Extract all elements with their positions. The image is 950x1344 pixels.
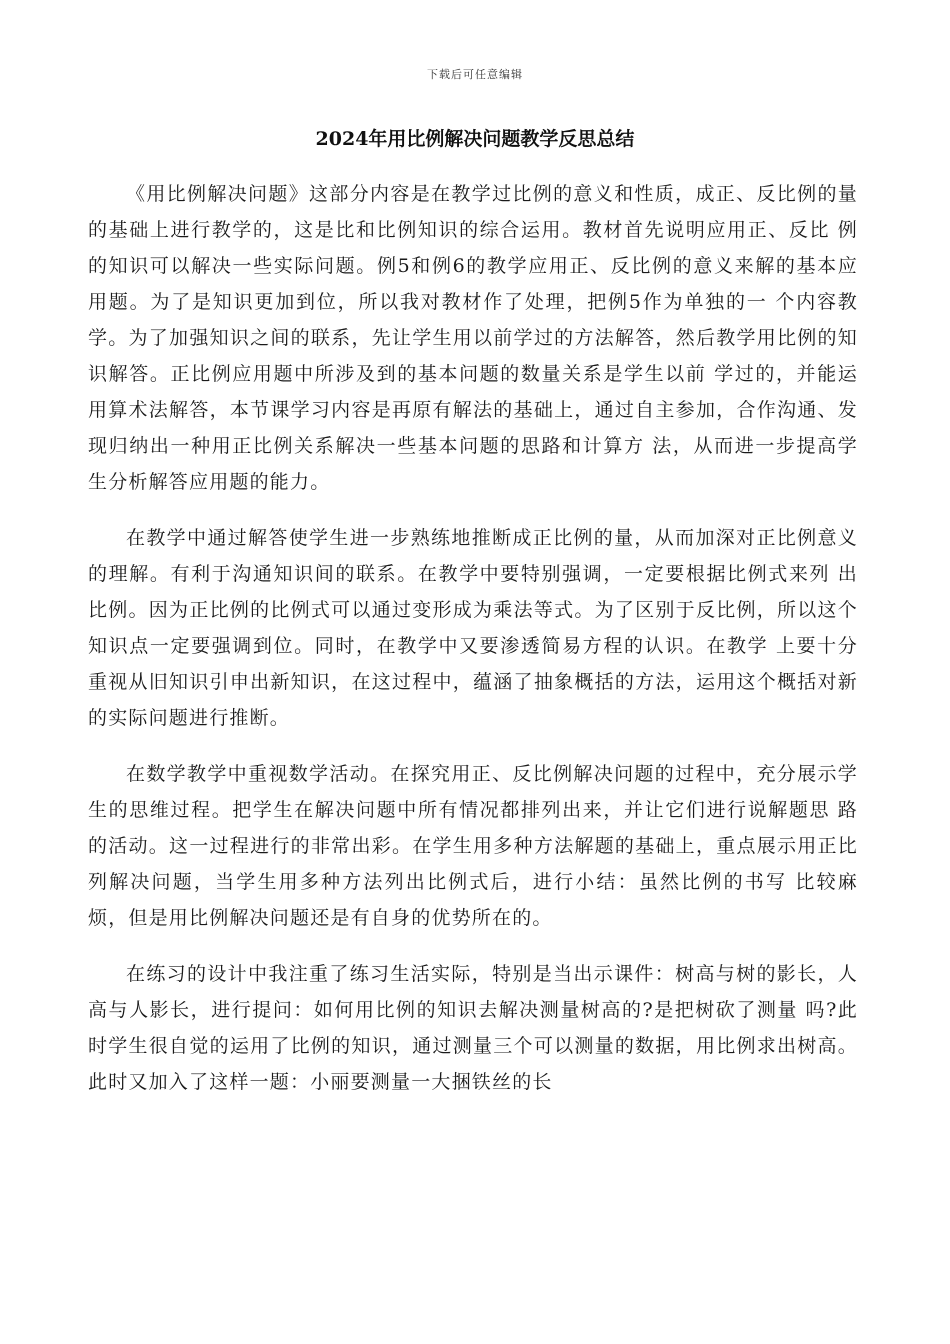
document-body [88,176,858,1120]
document-title: 2024年用比例解决问题教学反思总结 [315,128,635,150]
paragraph: 在数学教学中重视数学活动。在探究用正、反比例解决问题的过程中，充分展示学生的思维过程。把学生在解决问题中所有情况都排列出来，并让它们进行说解题思 路的活动。这一过程进行的非常出彩。在学生用多种方法解题的基础上，重点展示用正比列解决问题，当学生用多种方法列出比例式后，进行小结：虽然比例的书写 比较麻烦，但是用比例解决问题还是有自身的优势所在的。 [88,763,858,929]
paragraph: 在教学中通过解答使学生进一步熟练地推断成正比例的量，从而加深对正比例意义的理解。有利于沟通知识间的联系。在教学中要特别强调，一定要根据比例式来列 出比例。因为正比例的比例式可以通过变形成为乘法等式。为了区别于反比例，所以这个知识点一定要强调到位。同时，在教学中又要渗透简易方程的认识。在教学 上要十分重视从旧知识引申出新知识，在这过程中，蕴涵了抽象概括的方法，运用这个概括对新的实际问题进行推断。 [88,527,858,729]
paragraph: 在练习的设计中我注重了练习生活实际，特别是当出示课件：树高与树的影长，人高与人影长，进行提问：如何用比例的知识去解决测量树高的?是把树砍了测量 吗?此时学生很自觉的运用了比例的知识，通过测量三个可以测量的数据，用比例求出树高。此时又加入了这样一题：小丽要测量一大捆铁丝的长 [88,963,858,1093]
paragraph: 《用比例解决问题》这部分内容是在教学过比例的意义和性质，成正、反比例的量的基础上进行教学的，这是比和比例知识的综合运用。教材首先说明应用正、反比 例的知识可以解决一些实际问题。例5和例6的教学应用正、反比例的意义来解的基本应用题。为了是知识更加到位，所以我对教材作了处理，把例5作为单独的一 个内容教学。为了加强知识之间的联系，先让学生用以前学过的方法解答，然后教学用比例的知识解答。正比例应用题中所涉及到的基本问题的数量关系是学生以前 学过的，并能运用算术法解答，本节课学习内容是再原有解法的基础上，通过自主参加，合作沟通、发现归纳出一种用正比例关系解决一些基本问题的思路和计算方 法，从而进一步提高学生分析解答应用题的能力。 [88,183,858,493]
header-note: 下载后可任意编辑 [427,68,523,81]
